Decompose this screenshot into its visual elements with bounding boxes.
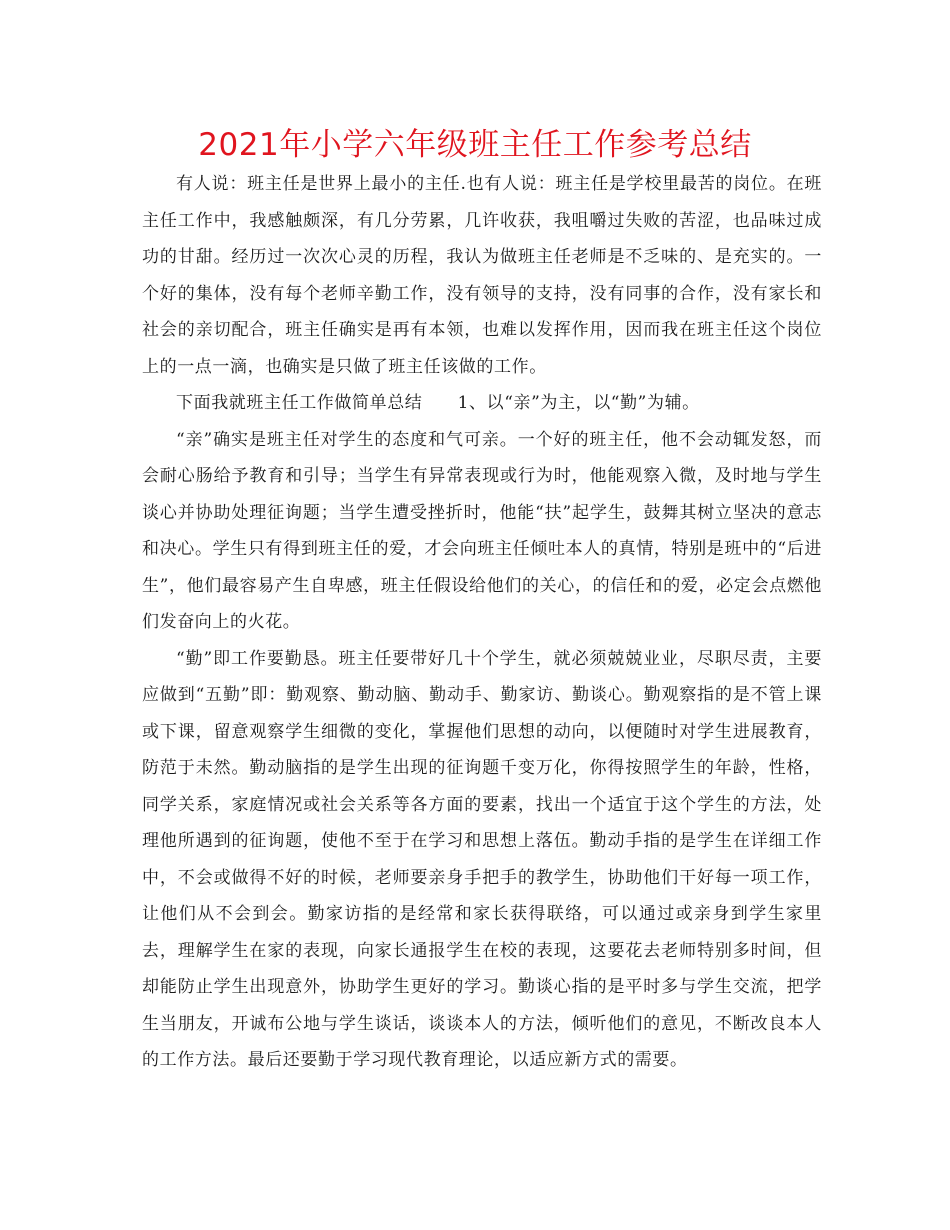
document-title: 2021年小学六年级班主任工作参考总结 [198, 127, 752, 163]
document-body [142, 166, 822, 1079]
paragraph-summary-heading: 下面我就班主任工作做简单总结 1、以“亲”为主，以“勤”为辅。 [176, 393, 700, 413]
paragraph-qin: “亲”确实是班主任对学生的态度和气可亲。一个好的班主任，他不会动辄发怒，而会耐心肠给予教育和引导；当学生有异常表现或行为时，他能观察入微，及时地与学生谈心并协助处理征询题；当学生遭受挫折时，他能“扶”起学生，鼓舞其树立坚决的意志和决心。学生只有得到班主任的爱，才会向班主任倾吐本人的真情，特别是班中的“后进生”，他们最容易产生自卑感，班主任假设给他们的关心，的信任和的爱，必定会点燃他们发奋向上的火花。 [142, 429, 822, 632]
paragraph-qin-diligence: “勤”即工作要勤恳。班主任要带好几十个学生，就必须兢兢业业，尽职尽责，主要应做到“五勤”即：勤观察、勤动脑、勤动手、勤家访、勤谈心。勤观察指的是不管上课或下课，留意观察学生细微的变化，掌握他们思想的动向，以便随时对学生进展教育，防范于未然。勤动脑指的是学生出现的征询题千变万化，你得按照学生的年龄，性格，同学关系，家庭情况或社会关系等各方面的要素，找出一个适宜于这个学生的方法，处理他所遇到的征询题，使他不至于在学习和思想上落伍。勤动手指的是学生在详细工作中，不会或做得不好的时候，老师要亲身手把手的教学生，协助他们干好每一项工作，让他们从不会到会。勤家访指的是经常和家长获得联络，可以通过或亲身到学生家里去，理解学生在家的表现，向家长通报学生在校的表现，这要花去老师特别多时间，但却能防止学生出现意外，协助学生更好的学习。勤谈心指的是平时多与学生交流，把学生当朋友，开诚布公地与学生谈话，谈谈本人的方法，倾听他们的意见，不断改良本人的工作方法。最后还要勤于学习现代教育理论，以适应新方式的需要。 [142, 648, 822, 1070]
paragraph-intro: 有人说：班主任是世界上最小的主任.也有人说：班主任是学校里最苦的岗位。在班主任工作中，我感触颇深，有几分劳累，几许收获，我咀嚼过失败的苦涩，也品味过成功的甘甜。经历过一次次心灵的历程，我认为做班主任老师是不乏味的、是充实的。一个好的集体，没有每个老师辛勤工作，没有领导的支持，没有同事的合作，没有家长和社会的亲切配合，班主任确实是再有本领，也难以发挥作用，因而我在班主任这个岗位上的一点一滴，也确实是只做了班主任该做的工作。 [142, 174, 822, 377]
